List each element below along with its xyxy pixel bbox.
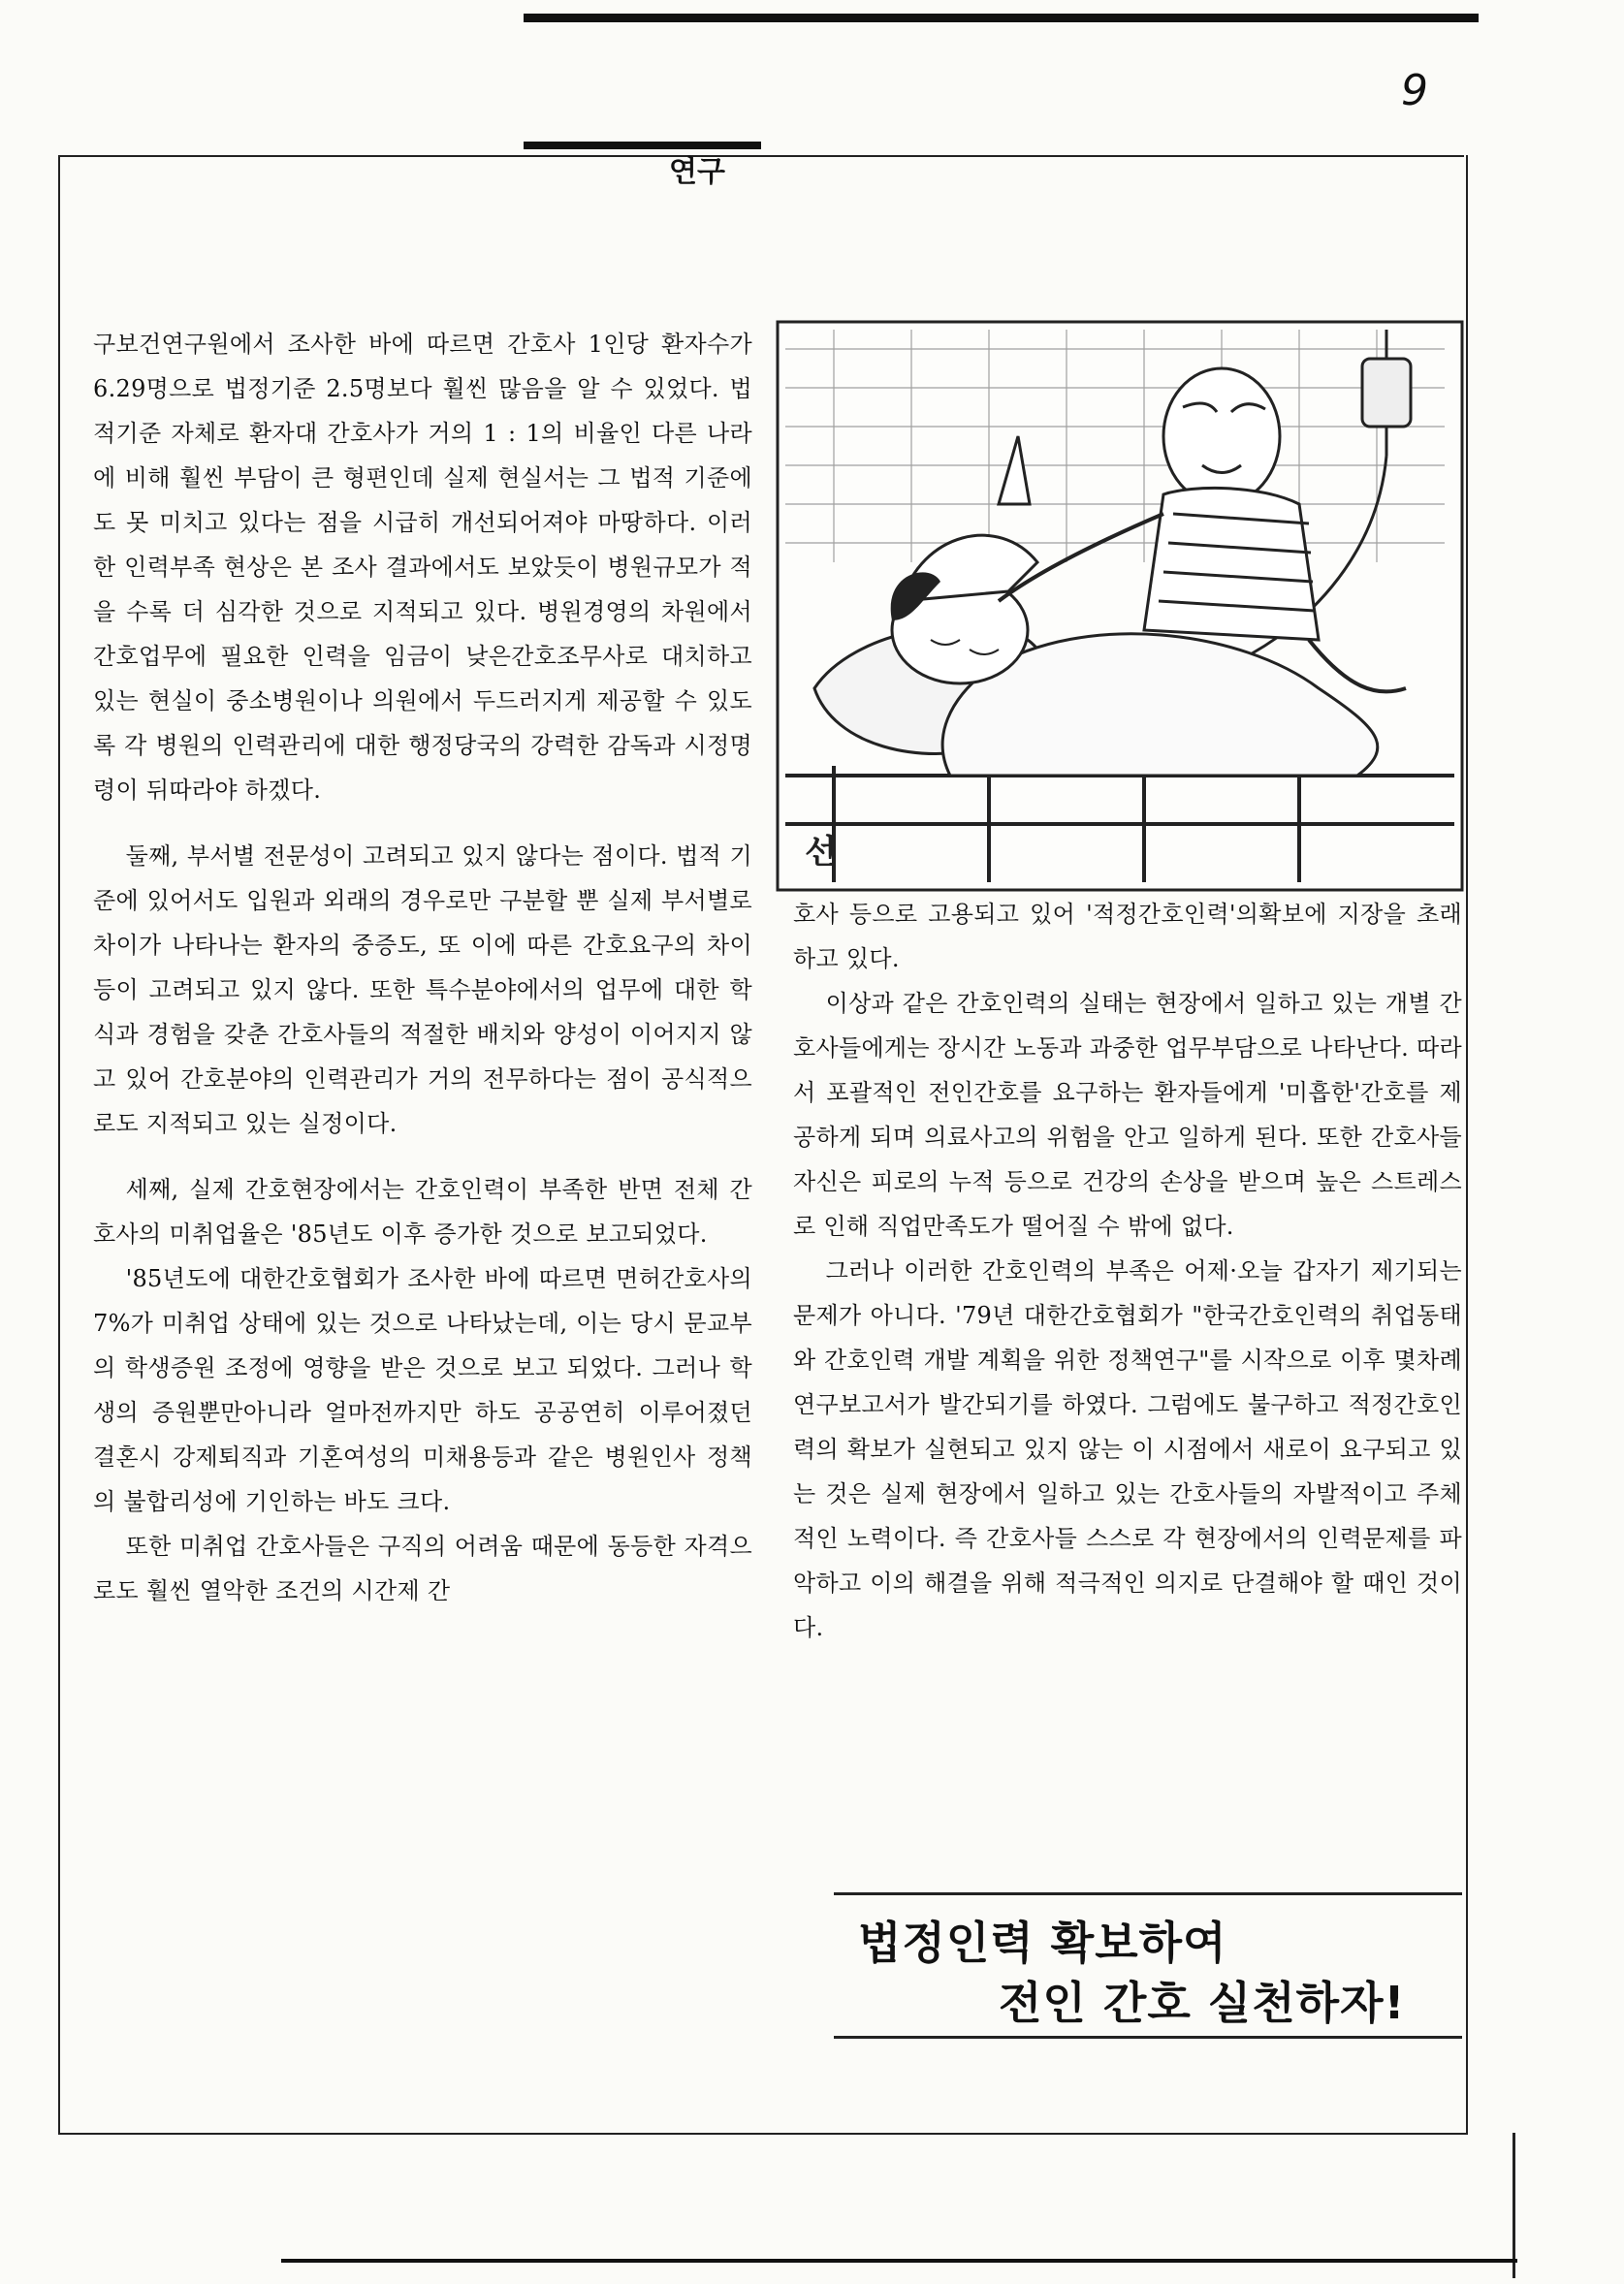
right-column — [793, 892, 1462, 1650]
left-paragraph-3: 세째, 실제 간호현장에서는 간호인력이 부족한 반면 전체 간호사의 미취업율은 '85년도 이후 증가한 것으로 보고되었다. — [93, 1176, 752, 1248]
right-paragraph-3: 그러나 이러한 간호인력의 부족은 어제·오늘 갑자기 제기되는 문제가 아니다. '79년 대한간호협회가 "한국간호인력의 취업동태와 간호인력 개발 계획을 위한 정책연구"를 시작으로 이후 몇차례 연구보고서가 발간되기를 하였다. 그럼에도 불구하고 적정간호인력의 확보가 실현되고 있지 않는 이 시점에서 새로이 요구되고 있는 것은 실제 현장에서 일하고 있는 간호사들의 자발적이고 주체적인 노력이다. 즉 간호사들 스스로 각 현장에서의 인력문제를 파악하고 이의 해결을 위해 적극적인 의지로 단결해야 할 때인 것이다. — [793, 1257, 1462, 1641]
top-rule — [524, 14, 1479, 22]
cartoon-signature: 선 — [805, 833, 837, 872]
slogan-top-rule — [834, 1892, 1462, 1895]
right-paragraph-1: 호사 등으로 고용되고 있어 '적정간호인력'의확보에 지장을 초래하고 있다. — [793, 901, 1462, 972]
slogan-line-2: 전인 간호 실천하자! — [999, 1977, 1406, 2029]
left-column — [93, 322, 752, 1613]
section-title: 연구 — [669, 155, 725, 189]
frame-top-border — [58, 155, 1464, 157]
slogan-bottom-rule — [834, 2036, 1462, 2039]
left-paragraph-1: 구보건연구원에서 조사한 바에 따르면 간호사 1인당 환자수가 6.29명으로 법정기준 2.5명보다 훨씬 많음을 알 수 있었다. 법적기준 자체로 환자대 간호사가 거의 1 : 1의 비율인 다른 나라에 비해 훨씬 부담이 큰 형편인데 실제 현실서는 그 법적 기준에도 못 미치고 있다는 점을 시급히 개선되어져야 마땅하다. 이러한 인력부족 현상은 본 조사 결과에서도 보았듯이 병원규모가 적을 수록 더 심각한 것으로 지적되고 있다. 병원경영의 차원에서 간호업무에 필요한 인력을 임금이 낮은간호조무사로 대치하고 있는 현실이 중소병원이나 의원에서 두드러지게 제공할 수 있도록 각 병원의 인력관리에 대한 행정당국의 강력한 감독과 시정명령이 뒤따라야 하겠다. — [93, 331, 752, 804]
left-paragraph-4: '85년도에 대한간호협회가 조사한 바에 따르면 면허간호사의 7%가 미취업 상태에 있는 것으로 나타났는데, 이는 당시 문교부의 학생증원 조정에 영향을 받은 것으로 보고 되었다. 그러나 학생의 증원뿐만아니라 얼마전까지만 하도 공공연히 이루어졌던 결혼시 강제퇴직과 기혼여성의 미채용등과 같은 병원인사 정책의 불합리성에 기인하는 바도 크다. — [93, 1265, 752, 1515]
left-paragraph-5: 또한 미취업 간호사들은 구직의 어려움 때문에 동등한 자격으로도 훨씬 열악한 조건의 시간제 간 — [93, 1533, 752, 1604]
bottom-rule — [281, 2259, 1517, 2263]
slogan-line-1: 법정인력 확보하여 — [858, 1917, 1227, 1969]
page-number: 9 — [1401, 66, 1428, 115]
right-edge-line — [1513, 2133, 1515, 2278]
section-rule — [524, 142, 761, 149]
nurse-cartoon-illustration — [776, 320, 1464, 892]
left-paragraph-2: 둘째, 부서별 전문성이 고려되고 있지 않다는 점이다. 법적 기준에 있어서도 입원과 외래의 경우로만 구분할 뿐 실제 부서별로 차이가 나타나는 환자의 중증도, 또 이에 따른 간호요구의 차이등이 고려되고 있지 않다. 또한 특수분야에서의 업무에 대한 학식과 경험을 갖춘 간호사들의 적절한 배치와 양성이 이어지지 않고 있어 간호분야의 인력관리가 거의 전무하다는 점이 공식적으로도 지적되고 있는 실정이다. — [93, 842, 752, 1137]
right-paragraph-2: 이상과 같은 간호인력의 실태는 현장에서 일하고 있는 개별 간호사들에게는 장시간 노동과 과중한 업무부담으로 나타난다. 따라서 포괄적인 전인간호를 요구하는 환자들에게 '미흡한'간호를 제공하게 되며 의료사고의 위험을 안고 일하게 된다. 또한 간호사들 자신은 피로의 누적 등으로 건강의 손상을 받으며 높은 스트레스로 인해 직업만족도가 떨어질 수 밖에 없다. — [793, 990, 1462, 1240]
